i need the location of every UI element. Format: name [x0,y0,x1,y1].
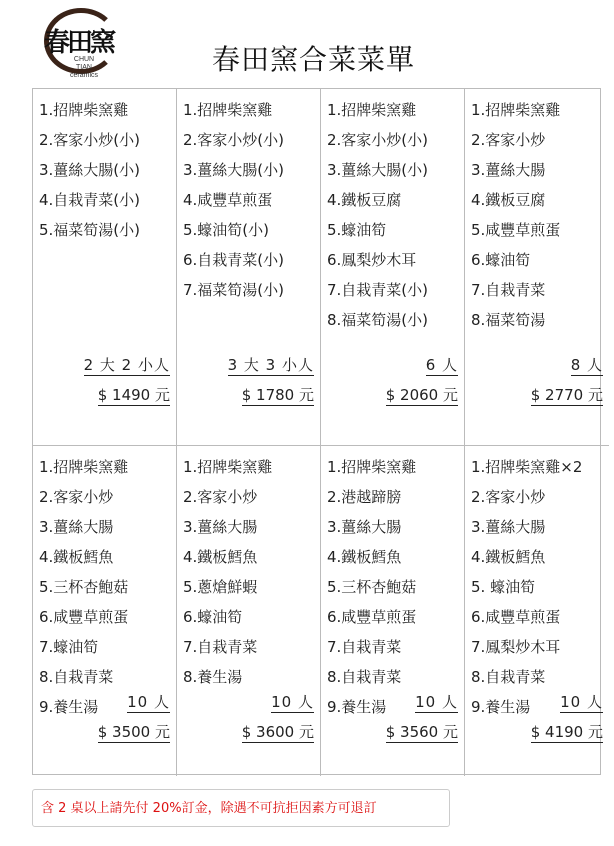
menu-set [321,446,465,776]
menu-item: 4.鐵板鱈魚 [183,548,258,566]
menu-items [327,452,460,722]
menu-item: 7.自栽青菜 [471,281,546,299]
menu-items [327,95,460,335]
menu-item: 6.咸豐草煎蛋 [327,608,417,626]
menu-item: 3.薑絲大腸 [183,518,258,536]
logo-english: CHUN TIAN ceramics [70,56,99,79]
menu-item: 2.客家小炒 [183,488,258,506]
people-count: 10 人 [127,693,170,711]
menu-grid [32,88,601,775]
menu-item: 4.鐵板豆腐 [471,191,546,209]
set-price: $ 2770 元 [530,386,603,404]
menu-item: 6.自栽青菜(小) [183,251,285,269]
menu-item: 5.三杯杏鮑菇 [327,578,417,596]
set-price: $ 3600 元 [241,723,314,741]
menu-item: 5.咸豐草煎蛋 [471,221,561,239]
menu-items [183,95,316,305]
menu-set [465,89,609,446]
menu-item: 8.福菜筍湯 [471,311,546,329]
menu-item: 4.鐵板鱈魚 [39,548,114,566]
menu-item: 3.薑絲大腸 [471,518,546,536]
menu-set [177,446,321,776]
menu-item: 1.招牌柴窯雞 [471,101,561,119]
menu-item: 2.客家小炒(小) [39,131,141,149]
menu-item: 1.招牌柴窯雞×2 [471,458,583,476]
set-price: $ 1490 元 [97,386,170,404]
people-count: 3 大 3 小人 [227,356,314,374]
menu-items [471,95,605,335]
menu-item: 7.蠔油筍 [39,638,99,656]
menu-item: 4.鐵板鱈魚 [471,548,546,566]
menu-item: 9.養生湯 [327,698,387,716]
people-count: 10 人 [271,693,314,711]
menu-set [465,446,609,776]
menu-item: 9.養生湯 [471,698,531,716]
menu-item: 7.自栽青菜 [327,638,402,656]
menu-item: 3.薑絲大腸 [327,518,402,536]
menu-item: 3.薑絲大腸(小) [327,161,429,179]
menu-item: 2.港越蹄膀 [327,488,402,506]
menu-set [33,446,177,776]
set-price: $ 2060 元 [385,386,458,404]
menu-item: 1.招牌柴窯雞 [183,458,273,476]
menu-item: 8.自栽青菜 [327,668,402,686]
menu-item: 5.蠔油筍 [327,221,387,239]
menu-item: 1.招牌柴窯雞 [327,458,417,476]
menu-item: 1.招牌柴窯雞 [39,101,129,119]
people-count: 10 人 [560,693,603,711]
set-price: $ 1780 元 [241,386,314,404]
logo-text: 春田窯 [44,28,114,58]
menu-item: 6.蠔油筍 [471,251,531,269]
menu-item: 8.養生湯 [183,668,243,686]
people-count: 2 大 2 小人 [83,356,170,374]
menu-item: 8.福菜筍湯(小) [327,311,429,329]
menu-item: 5.三杯杏鮑菇 [39,578,129,596]
menu-item: 3.薑絲大腸 [471,161,546,179]
menu-item: 2.客家小炒 [471,131,546,149]
menu-item: 1.招牌柴窯雞 [183,101,273,119]
menu-item: 5. 蠔油筍 [471,578,536,596]
people-count: 6 人 [425,356,458,374]
menu-item: 5.蔥熗鮮蝦 [183,578,258,596]
deposit-note: 含 2 桌以上請先付 20%訂金，除遇不可抗拒因素方可退訂 [32,789,450,827]
menu-item: 9.養生湯 [39,698,99,716]
menu-item: 2.客家小炒 [39,488,114,506]
menu-item: 3.薑絲大腸(小) [183,161,285,179]
menu-item: 3.薑絲大腸(小) [39,161,141,179]
set-price: $ 4190 元 [530,723,603,741]
menu-item: 4.鐵板豆腐 [327,191,402,209]
people-count: 8 人 [570,356,603,374]
menu-item: 2.客家小炒(小) [183,131,285,149]
set-price: $ 3560 元 [385,723,458,741]
set-price: $ 3500 元 [97,723,170,741]
menu-item: 2.客家小炒 [471,488,546,506]
menu-item: 6.咸豐草煎蛋 [471,608,561,626]
menu-items [39,95,172,245]
menu-items [183,452,316,692]
menu-items [471,452,605,722]
menu-item: 5.蠔油筍(小) [183,221,270,239]
menu-item: 1.招牌柴窯雞 [327,101,417,119]
menu-set [321,89,465,446]
menu-item: 7.自栽青菜 [183,638,258,656]
menu-item: 4.自栽青菜(小) [39,191,141,209]
menu-item: 8.自栽青菜 [471,668,546,686]
menu-item: 6.鳳梨炒木耳 [327,251,417,269]
menu-item: 6.咸豐草煎蛋 [39,608,129,626]
menu-item: 6.蠔油筍 [183,608,243,626]
menu-item: 1.招牌柴窯雞 [39,458,129,476]
menu-item: 4.咸豐草煎蛋 [183,191,273,209]
menu-item: 2.客家小炒(小) [327,131,429,149]
menu-set [177,89,321,446]
menu-item: 3.薑絲大腸 [39,518,114,536]
logo [40,8,122,84]
menu-item: 7.福菜筍湯(小) [183,281,285,299]
menu-item: 5.福菜筍湯(小) [39,221,141,239]
menu-set [33,89,177,446]
menu-items [39,452,172,722]
menu-item: 7.自栽青菜(小) [327,281,429,299]
menu-item: 4.鐵板鱈魚 [327,548,402,566]
page-title: 春田窯合菜菜單 [212,43,416,76]
people-count: 10 人 [415,693,458,711]
menu-item: 8.自栽青菜 [39,668,114,686]
menu-item: 7.鳳梨炒木耳 [471,638,561,656]
